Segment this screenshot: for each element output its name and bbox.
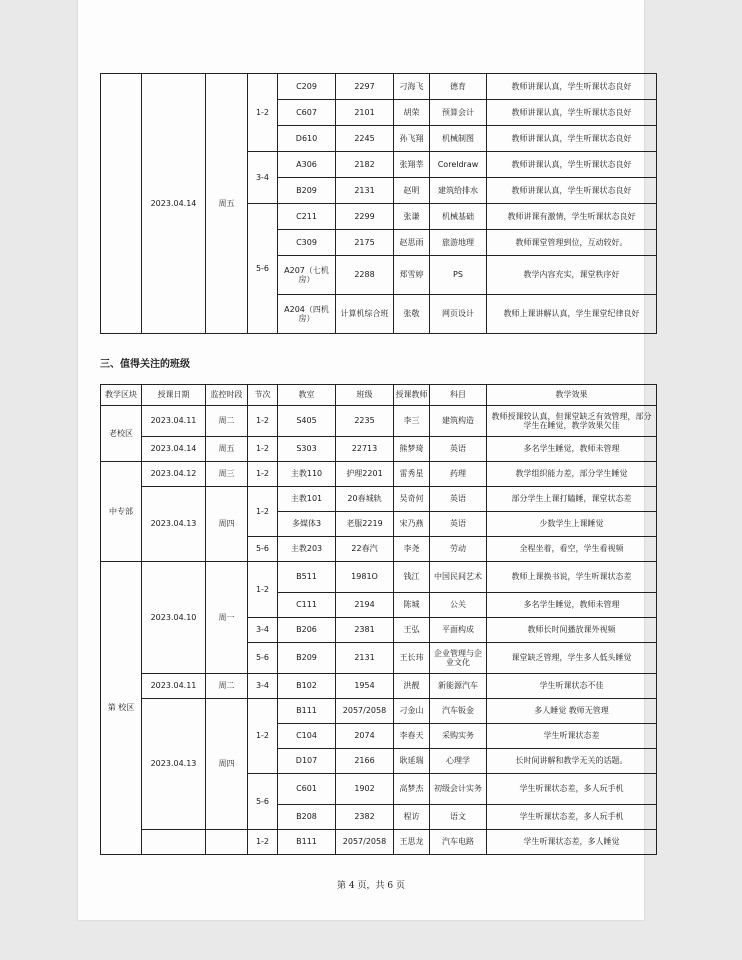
period-cell: 1-2 <box>248 699 278 774</box>
result-cell: 教师讲课认真，学生听课状态良好 <box>487 126 657 152</box>
teacher-cell: 宋乃燕 <box>394 512 430 537</box>
teacher-cell: 高梦杰 <box>394 774 430 805</box>
result-cell: 教师长时间播放课外视频 <box>487 618 657 643</box>
subject-cell: 网页设计 <box>430 295 487 334</box>
header-cell: 授课教师 <box>394 385 430 406</box>
class-cell: 2194 <box>336 593 394 618</box>
class-cell: 2288 <box>336 256 394 295</box>
teacher-cell: 洪靓 <box>394 674 430 699</box>
classroom-cell: 主教203 <box>278 537 336 562</box>
subject-cell: 英语 <box>430 437 487 462</box>
result-cell: 教师授课较认真，但课堂缺乏有效管理，部分学生在睡觉，教学效果欠佳 <box>487 406 657 437</box>
classroom-cell: C601 <box>278 774 336 805</box>
teacher-cell: 胡荣 <box>394 100 430 126</box>
period-cell: 1-2 <box>248 830 278 855</box>
table-row <box>101 699 657 724</box>
teacher-cell: 刁海飞 <box>394 74 430 100</box>
classroom-cell: D610 <box>278 126 336 152</box>
weekday-cell: 周四 <box>206 487 248 562</box>
result-cell: 部分学生上课打瞌睡，课堂状态差 <box>487 487 657 512</box>
class-cell: 2175 <box>336 230 394 256</box>
result-cell: 教师讲课认真，学生听课状态良好 <box>487 100 657 126</box>
class-cell: 22713 <box>336 437 394 462</box>
teacher-cell: 李春天 <box>394 724 430 749</box>
date-cell: 2023.04.10 <box>142 562 206 674</box>
header-cell: 监控时段 <box>206 385 248 406</box>
teacher-cell: 钱江 <box>394 562 430 593</box>
date-cell: 2023.04.11 <box>142 406 206 437</box>
weekday-cell: 周二 <box>206 674 248 699</box>
class-cell: 2382 <box>336 805 394 830</box>
subject-cell: 英语 <box>430 512 487 537</box>
teacher-cell: 程访 <box>394 805 430 830</box>
teacher-cell: 王弘 <box>394 618 430 643</box>
subject-cell: 企业管理与企业文化 <box>430 643 487 674</box>
result-cell: 教学内容充实，课堂秩序好 <box>487 256 657 295</box>
section-title: 三、值得关注的班级 <box>100 359 190 370</box>
header-cell: 节次 <box>248 385 278 406</box>
class-cell: 1902 <box>336 774 394 805</box>
class-cell: 1981O <box>336 562 394 593</box>
result-cell: 学生听课状态差，多人玩手机 <box>487 774 657 805</box>
teacher-cell: 赵思雨 <box>394 230 430 256</box>
result-cell: 课堂缺乏管理，学生多人低头睡觉 <box>487 643 657 674</box>
class-cell: 计算机综合班 <box>336 295 394 334</box>
class-cell: 2235 <box>336 406 394 437</box>
classroom-cell: B209 <box>278 178 336 204</box>
result-cell: 学生听课状态差，多人玩手机 <box>487 805 657 830</box>
class-cell: 2166 <box>336 749 394 774</box>
result-cell: 少数学生上课睡觉 <box>487 512 657 537</box>
table-row <box>101 487 657 512</box>
classroom-cell: B208 <box>278 805 336 830</box>
classroom-cell: B206 <box>278 618 336 643</box>
weekday-cell: 周五 <box>206 74 248 334</box>
classroom-cell: C209 <box>278 74 336 100</box>
period-cell: 3-4 <box>248 152 278 204</box>
date-cell: 2023.04.13 <box>142 699 206 830</box>
classroom-cell: A306 <box>278 152 336 178</box>
period-cell: 5-6 <box>248 537 278 562</box>
teacher-cell: 吴奇何 <box>394 487 430 512</box>
page-footer: 第 4 页，共 6 页 <box>337 881 405 891</box>
classroom-cell: C104 <box>278 724 336 749</box>
classroom-cell: 多媒体3 <box>278 512 336 537</box>
teacher-cell: 熊梦琦 <box>394 437 430 462</box>
classroom-cell: B209 <box>278 643 336 674</box>
block-cell: 中专部 <box>101 462 142 562</box>
teacher-cell: 陈城 <box>394 593 430 618</box>
class-cell: 2131 <box>336 643 394 674</box>
subject-cell: 药理 <box>430 462 487 487</box>
date-cell: 2023.04.14 <box>142 74 206 334</box>
table-row <box>101 674 657 699</box>
header-cell: 教学效果 <box>487 385 657 406</box>
classroom-cell: D107 <box>278 749 336 774</box>
subject-cell: 英语 <box>430 487 487 512</box>
subject-cell: PS <box>430 256 487 295</box>
weekday-cell: 周二 <box>206 406 248 437</box>
table-row <box>101 830 657 855</box>
period-cell: 1-2 <box>248 462 278 487</box>
subject-cell: 劳动 <box>430 537 487 562</box>
class-cell: 2074 <box>336 724 394 749</box>
subject-cell: 建筑构造 <box>430 406 487 437</box>
header-cell: 科目 <box>430 385 487 406</box>
class-cell: 护理2201 <box>336 462 394 487</box>
period-cell: 1-2 <box>248 487 278 537</box>
block-cell: 第 校区 <box>101 562 142 855</box>
teacher-cell: 耿延瑞 <box>394 749 430 774</box>
class-cell: 22春汽 <box>336 537 394 562</box>
table-row <box>101 562 657 593</box>
result-cell: 学生听课状态不佳 <box>487 674 657 699</box>
classroom-cell: S405 <box>278 406 336 437</box>
teacher-cell: 赵明 <box>394 178 430 204</box>
header-cell: 教学区块 <box>101 385 142 406</box>
result-cell: 教师上课换书说，学生听课状态差 <box>487 562 657 593</box>
subject-cell: 初级会计实务 <box>430 774 487 805</box>
result-cell: 教师讲课认真，学生听课状态良好 <box>487 74 657 100</box>
teacher-cell: 张敬 <box>394 295 430 334</box>
date-cell: 2023.04.12 <box>142 462 206 487</box>
header-cell: 授课日期 <box>142 385 206 406</box>
classroom-cell: C111 <box>278 593 336 618</box>
weekday-cell: 周三 <box>206 462 248 487</box>
class-cell: 2131 <box>336 178 394 204</box>
class-cell: 2299 <box>336 204 394 230</box>
period-cell: 5-6 <box>248 204 278 334</box>
header-cell: 班级 <box>336 385 394 406</box>
classroom-cell: B111 <box>278 830 336 855</box>
period-cell: 1-2 <box>248 406 278 437</box>
class-cell: 2101 <box>336 100 394 126</box>
class-cell: 20春城轨 <box>336 487 394 512</box>
result-cell: 教学组织能力差，部分学生睡觉 <box>487 462 657 487</box>
subject-cell: 机械制图 <box>430 126 487 152</box>
block-cell: 老校区 <box>101 406 142 462</box>
subject-cell: 平面构成 <box>430 618 487 643</box>
classroom-cell: 主教101 <box>278 487 336 512</box>
table-row <box>101 437 657 462</box>
result-cell: 学生听课状态差，多人睡觉 <box>487 830 657 855</box>
subject-cell: 机械基础 <box>430 204 487 230</box>
teacher-cell: 李尧 <box>394 537 430 562</box>
classroom-cell: B111 <box>278 699 336 724</box>
subject-cell: 预算会计 <box>430 100 487 126</box>
teacher-cell: 李三 <box>394 406 430 437</box>
classroom-cell: S303 <box>278 437 336 462</box>
classroom-cell: B102 <box>278 674 336 699</box>
header-cell: 教室 <box>278 385 336 406</box>
subject-cell: 建筑给排水 <box>430 178 487 204</box>
period-cell: 1-2 <box>248 74 278 152</box>
weekday-cell: 周一 <box>206 562 248 674</box>
teacher-cell: 张翔莘 <box>394 152 430 178</box>
class-cell: 2182 <box>336 152 394 178</box>
subject-cell: 公关 <box>430 593 487 618</box>
result-cell: 学生听课状态差 <box>487 724 657 749</box>
subject-cell: 新能源汽车 <box>430 674 487 699</box>
result-cell: 教师课堂管理到位，互动较好。 <box>487 230 657 256</box>
period-cell: 5-6 <box>248 774 278 830</box>
result-cell: 多名学生睡觉，教师未管理 <box>487 437 657 462</box>
table-row <box>101 74 657 100</box>
classroom-cell: B511 <box>278 562 336 593</box>
result-cell: 教师讲课认真，学生听课状态良好 <box>487 152 657 178</box>
result-cell: 教师上课讲解认真，学生课堂纪律良好 <box>487 295 657 334</box>
weekday-cell <box>206 830 248 855</box>
period-cell: 3-4 <box>248 674 278 699</box>
result-cell: 教师讲课认真，学生听课状态良好 <box>487 178 657 204</box>
subject-cell: 心理学 <box>430 749 487 774</box>
class-cell: 2297 <box>336 74 394 100</box>
teacher-cell: 雷秀星 <box>394 462 430 487</box>
subject-cell: 汽车钣金 <box>430 699 487 724</box>
date-cell <box>142 830 206 855</box>
teacher-cell: 孙飞翔 <box>394 126 430 152</box>
class-cell: 1954 <box>336 674 394 699</box>
classroom-cell: C309 <box>278 230 336 256</box>
period-cell: 3-4 <box>248 618 278 643</box>
classroom-cell: 主教110 <box>278 462 336 487</box>
result-cell: 多名学生睡觉，教师未管理 <box>487 593 657 618</box>
class-cell: 2057/2058 <box>336 699 394 724</box>
weekday-cell: 周五 <box>206 437 248 462</box>
period-cell: 1-2 <box>248 562 278 618</box>
table-row <box>101 406 657 437</box>
subject-cell: 德育 <box>430 74 487 100</box>
subject-cell: 采购实务 <box>430 724 487 749</box>
classroom-cell: A204（四机房） <box>278 295 336 334</box>
teacher-cell: 王思龙 <box>394 830 430 855</box>
teacher-cell: 张谦 <box>394 204 430 230</box>
class-cell: 2057/2058 <box>336 830 394 855</box>
class-cell: 老服2219 <box>336 512 394 537</box>
weekday-cell: 周四 <box>206 699 248 830</box>
subject-cell: 中国民间艺术 <box>430 562 487 593</box>
classroom-cell: A207（七机房） <box>278 256 336 295</box>
classroom-cell: C607 <box>278 100 336 126</box>
date-cell: 2023.04.11 <box>142 674 206 699</box>
subject-cell: 语文 <box>430 805 487 830</box>
block-cell <box>101 74 142 334</box>
classroom-cell: C211 <box>278 204 336 230</box>
teacher-cell: 王长玮 <box>394 643 430 674</box>
teacher-cell: 郑雪婷 <box>394 256 430 295</box>
result-cell: 全程坐着，看空，学生看视频 <box>487 537 657 562</box>
class-cell: 2245 <box>336 126 394 152</box>
result-cell: 长时间讲解和教学无关的话题。 <box>487 749 657 774</box>
period-cell: 1-2 <box>248 437 278 462</box>
date-cell: 2023.04.14 <box>142 437 206 462</box>
subject-cell: Coreldraw <box>430 152 487 178</box>
subject-cell: 汽车电路 <box>430 830 487 855</box>
attention-classes-table <box>100 384 657 855</box>
period-cell: 5-6 <box>248 643 278 674</box>
date-cell: 2023.04.13 <box>142 487 206 562</box>
class-cell: 2381 <box>336 618 394 643</box>
subject-cell: 旅游地理 <box>430 230 487 256</box>
result-cell: 多人睡觉 教师无管理 <box>487 699 657 724</box>
teacher-cell: 刁金山 <box>394 699 430 724</box>
table-row <box>101 462 657 487</box>
inspection-table-continued <box>100 73 657 334</box>
result-cell: 教师讲课有激情，学生听课状态良好 <box>487 204 657 230</box>
